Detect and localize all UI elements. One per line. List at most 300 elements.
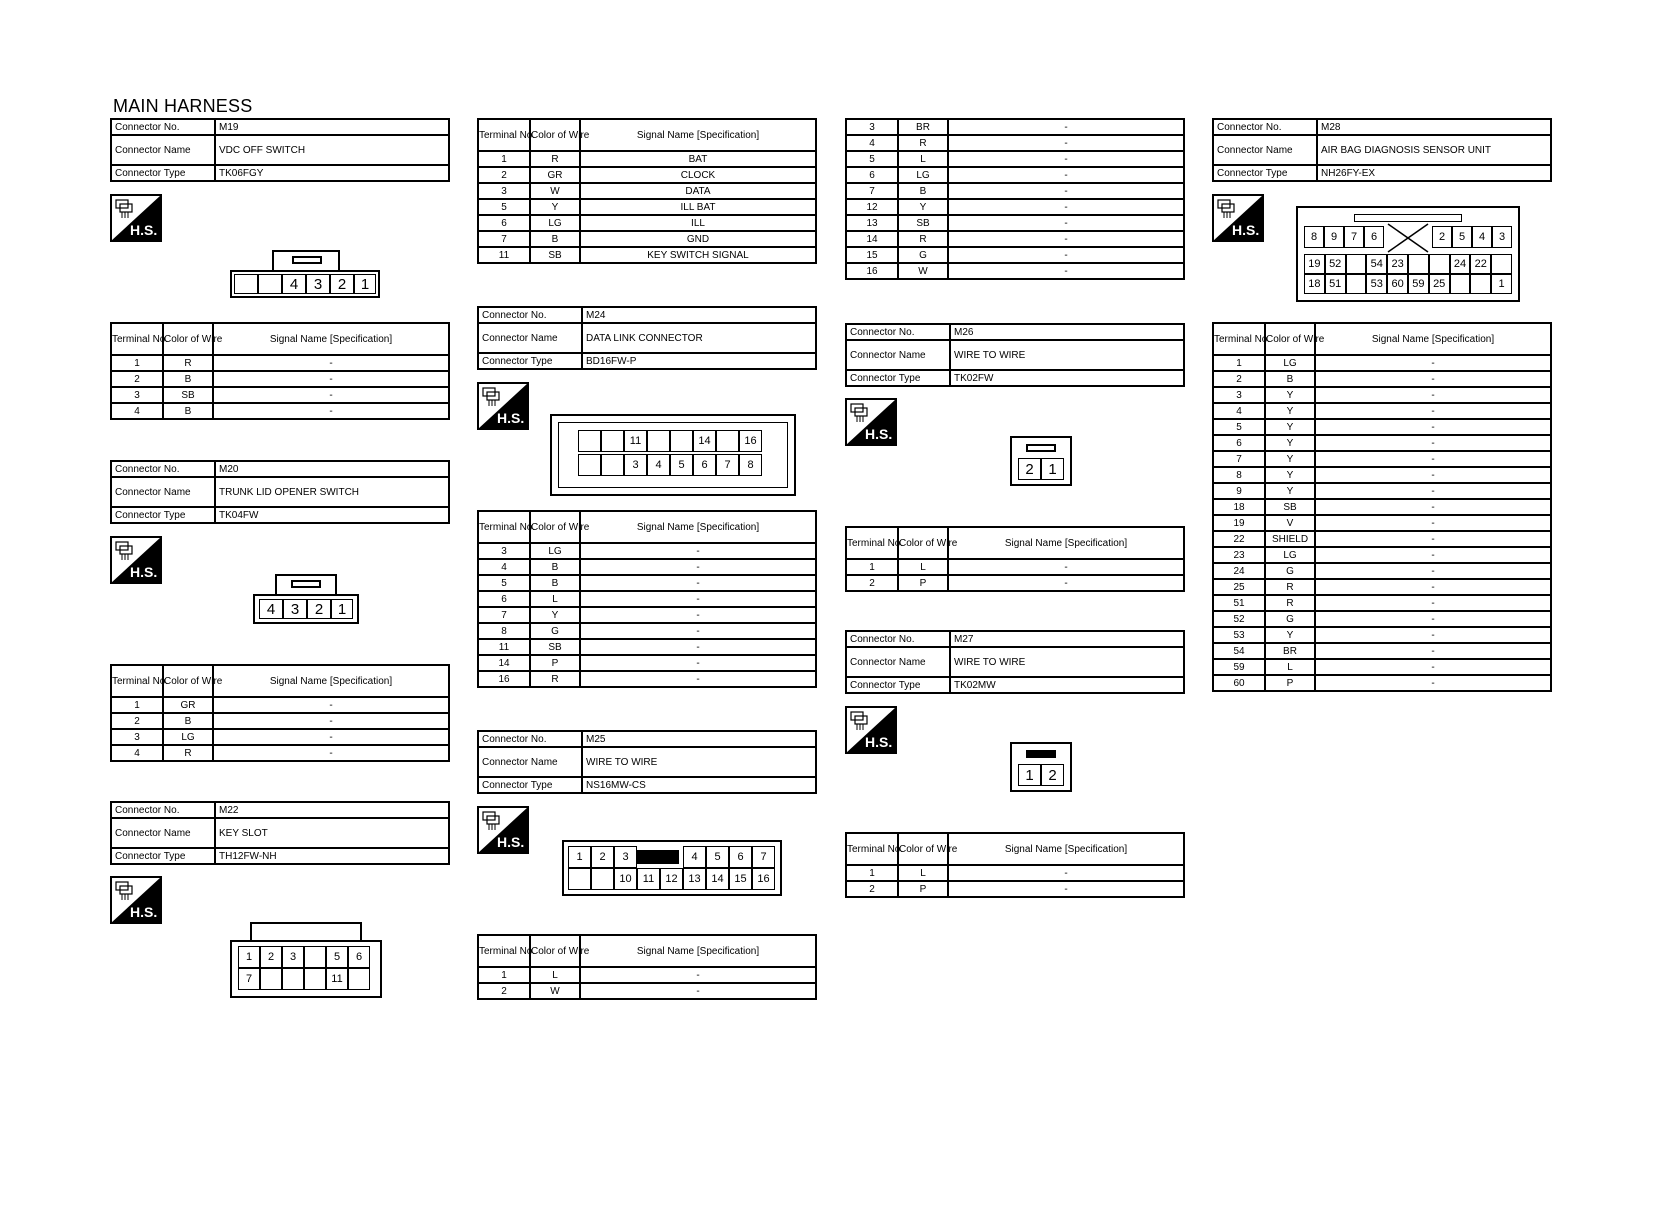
pin-label [1346,254,1367,274]
terminal-no-cell: 1 [478,151,530,167]
table-row [1213,371,1551,387]
terminal-no-cell: 1 [1213,355,1265,371]
signal-name-cell: BAT [580,151,816,167]
label-connector-no: Connector No. [111,461,215,477]
pin-label: 9 [1324,226,1344,248]
table-row [1213,563,1551,579]
signal-name-cell: - [213,403,449,419]
pin-label [647,430,670,452]
label-connector-name: Connector Name [846,340,950,370]
connector-no: M24 [582,307,816,323]
signal-name-cell: CLOCK [580,167,816,183]
pin-label: 11 [637,868,660,890]
header-color-of-wire: Color of Wire [530,119,580,151]
wire-color-cell: B [163,371,213,387]
table-row [478,655,816,671]
terminal-no-cell: 8 [1213,467,1265,483]
signal-name-cell: - [1315,435,1551,451]
wire-color-cell: LG [1265,547,1315,563]
connector-face-m28 [1296,206,1520,302]
terminal-no-cell: 13 [846,215,898,231]
terminal-no-cell: 3 [111,729,163,745]
hs-icon [110,876,162,924]
table-row [846,881,1184,897]
wire-color-cell: Y [530,199,580,215]
header-signal-name: Signal Name [Specification] [213,323,449,355]
connector-face-m22 [230,922,382,998]
header-terminal-no: Terminal No. [478,511,530,543]
pin-label: 16 [739,430,762,452]
table-row [1213,467,1551,483]
label-connector-type: Connector Type [846,677,950,693]
signal-name-cell: - [1315,627,1551,643]
terminal-no-cell: 19 [1213,515,1265,531]
wire-color-cell: LG [898,167,948,183]
signal-name-cell: - [1315,547,1551,563]
connector-info-m28 [1212,118,1552,182]
pin-label: 4 [647,454,670,476]
wire-color-cell: P [898,881,948,897]
wire-color-cell: P [530,655,580,671]
table-row [846,215,1184,231]
pin-label: 1 [238,946,260,968]
table-row [1213,547,1551,563]
signal-name-cell: DATA [580,183,816,199]
table-row [1213,627,1551,643]
wire-color-cell: L [898,559,948,575]
wire-color-cell: B [530,559,580,575]
pin-label: 2 [1018,458,1041,480]
terminal-no-cell: 7 [478,607,530,623]
label-connector-name: Connector Name [1213,135,1317,165]
signal-name-cell: ILL BAT [580,199,816,215]
pin-label [578,454,601,476]
label-connector-name: Connector Name [478,747,582,777]
signal-name-cell: - [948,215,1184,231]
connector-type: NH26FY-EX [1317,165,1551,181]
table-row [111,371,449,387]
table-row [846,183,1184,199]
wire-color-cell: BR [1265,643,1315,659]
terminal-no-cell: 3 [846,119,898,135]
table-row [478,183,816,199]
label-connector-name: Connector Name [111,135,215,165]
signal-table-m27 [845,832,1185,898]
table-row [1213,579,1551,595]
pin-label: 25 [1429,274,1450,294]
connector-no: M26 [950,324,1184,340]
signal-table-m26 [845,526,1185,592]
terminal-no-cell: 5 [478,575,530,591]
pin-label: 8 [1304,226,1324,248]
pin-label: 52 [1325,254,1346,274]
terminal-no-cell: 7 [1213,451,1265,467]
signal-name-cell: - [580,607,816,623]
signal-name-cell: - [1315,451,1551,467]
header-color-of-wire: Color of Wire [898,833,948,865]
table-row [1213,611,1551,627]
table-row [846,119,1184,135]
terminal-no-cell: 6 [846,167,898,183]
wire-color-cell: GR [530,167,580,183]
table-row [478,559,816,575]
pin-label: 22 [1470,254,1491,274]
connector-name: DATA LINK CONNECTOR [582,323,816,353]
connector-name: WIRE TO WIRE [950,647,1184,677]
signal-name-cell: - [213,371,449,387]
pin-label: 7 [716,454,739,476]
hs-label: H.S. [130,222,158,238]
terminal-no-cell: 53 [1213,627,1265,643]
pin-label: 24 [1450,254,1471,274]
label-connector-no: Connector No. [111,119,215,135]
wire-color-cell: B [898,183,948,199]
pin-label: 6 [693,454,716,476]
pin-label: 3 [282,946,304,968]
wire-color-cell: R [1265,579,1315,595]
table-row [478,671,816,687]
label-connector-type: Connector Type [111,507,215,523]
signal-name-cell: - [580,671,816,687]
terminal-no-cell: 2 [111,371,163,387]
signal-name-cell: - [213,713,449,729]
table-row [478,639,816,655]
pin-label: 1 [1018,764,1041,786]
table-row [478,167,816,183]
signal-table-m25-continued [845,118,1185,280]
table-row [478,543,816,559]
connector-no: M28 [1317,119,1551,135]
pin-label: 15 [729,868,752,890]
terminal-no-cell: 5 [1213,419,1265,435]
terminal-no-cell: 6 [478,215,530,231]
pin-label [716,430,739,452]
connector-face-m24 [550,414,796,496]
table-row [846,135,1184,151]
terminal-no-cell: 15 [846,247,898,263]
connector-type: TH12FW-NH [215,848,449,864]
connector-name: WIRE TO WIRE [950,340,1184,370]
pin-label: 59 [1408,274,1429,294]
pin-label: 7 [752,846,775,868]
signal-name-cell: GND [580,231,816,247]
pin-label [348,968,370,990]
signal-name-cell: - [580,983,816,999]
terminal-no-cell: 2 [478,983,530,999]
table-row [846,575,1184,591]
signal-name-cell: - [948,231,1184,247]
signal-name-cell: KEY SWITCH SIGNAL [580,247,816,263]
pin-label: 2 [260,946,282,968]
table-row [478,575,816,591]
terminal-no-cell: 11 [478,247,530,263]
connector-type: TK06FGY [215,165,449,181]
wire-color-cell: LG [1265,355,1315,371]
label-connector-name: Connector Name [478,323,582,353]
wire-color-cell: L [898,865,948,881]
header-terminal-no: Terminal No. [478,935,530,967]
wire-color-cell: Y [1265,387,1315,403]
signal-name-cell: - [1315,371,1551,387]
table-row [1213,387,1551,403]
pin-label: 18 [1304,274,1325,294]
wire-color-cell: Y [1265,467,1315,483]
terminal-no-cell: 7 [846,183,898,199]
terminal-no-cell: 52 [1213,611,1265,627]
table-row [846,151,1184,167]
signal-name-cell: - [1315,675,1551,691]
hs-icon [477,382,529,430]
table-row [1213,451,1551,467]
pin-label [637,850,679,864]
page-title: MAIN HARNESS [113,96,253,116]
wire-color-cell: LG [530,543,580,559]
label-connector-no: Connector No. [111,802,215,818]
connector-name: WIRE TO WIRE [582,747,816,777]
pin-label: 1 [568,846,591,868]
terminal-no-cell: 1 [111,355,163,371]
terminal-no-cell: 60 [1213,675,1265,691]
signal-name-cell: - [213,355,449,371]
pin-label: 23 [1387,254,1408,274]
wire-color-cell: L [898,151,948,167]
table-row [111,387,449,403]
pin-label [601,454,624,476]
table-row [1213,419,1551,435]
terminal-no-cell: 6 [1213,435,1265,451]
header-signal-name: Signal Name [Specification] [213,665,449,697]
table-row [111,713,449,729]
signal-name-cell: - [1315,531,1551,547]
signal-name-cell: - [948,575,1184,591]
hs-icon [845,706,897,754]
signal-name-cell: - [1315,403,1551,419]
table-row [846,263,1184,279]
pin-label: 4 [259,599,283,619]
signal-name-cell: - [1315,419,1551,435]
signal-name-cell: - [1315,483,1551,499]
table-row [1213,643,1551,659]
terminal-no-cell: 18 [1213,499,1265,515]
pin-label: 3 [306,274,330,294]
wire-color-cell: B [530,575,580,591]
wire-color-cell: R [1265,595,1315,611]
wire-color-cell: SB [1265,499,1315,515]
connector-no: M20 [215,461,449,477]
wire-color-cell: Y [898,199,948,215]
signal-name-cell: - [580,639,816,655]
label-connector-type: Connector Type [846,370,950,386]
header-color-of-wire: Color of Wire [163,665,213,697]
signal-name-cell: - [948,199,1184,215]
signal-name-cell: - [580,575,816,591]
wire-color-cell: Y [530,607,580,623]
terminal-no-cell: 4 [478,559,530,575]
connector-name: KEY SLOT [215,818,449,848]
table-row [111,745,449,761]
pin-label: 5 [326,946,348,968]
hs-icon [110,194,162,242]
pin-label: 3 [283,599,307,619]
signal-table-m19 [110,322,450,420]
hs-icon [477,806,529,854]
table-row [846,865,1184,881]
table-row [1213,659,1551,675]
wire-color-cell: SB [530,639,580,655]
pin-label: 5 [1452,226,1472,248]
wire-color-cell: LG [530,215,580,231]
pin-label: 2 [1432,226,1452,248]
terminal-no-cell: 1 [846,865,898,881]
label-connector-no: Connector No. [846,631,950,647]
terminal-no-cell: 2 [1213,371,1265,387]
table-row [846,559,1184,575]
wire-color-cell: B [1265,371,1315,387]
terminal-no-cell: 7 [478,231,530,247]
label-connector-type: Connector Type [111,848,215,864]
signal-name-cell: - [948,167,1184,183]
pin-label: 19 [1304,254,1325,274]
signal-table-m20 [110,664,450,762]
table-row [478,623,816,639]
table-row [1213,403,1551,419]
terminal-no-cell: 8 [478,623,530,639]
header-color-of-wire: Color of Wire [530,511,580,543]
pin-label: 7 [1344,226,1364,248]
pin-label: 5 [670,454,693,476]
label-connector-type: Connector Type [111,165,215,181]
signal-name-cell: - [1315,579,1551,595]
terminal-no-cell: 9 [1213,483,1265,499]
terminal-no-cell: 54 [1213,643,1265,659]
pin-label: 4 [282,274,306,294]
wire-color-cell: R [530,671,580,687]
pin-label: 7 [238,968,260,990]
pin-label: 4 [683,846,706,868]
terminal-no-cell: 4 [111,403,163,419]
pin-label: 4 [1472,226,1492,248]
terminal-no-cell: 3 [1213,387,1265,403]
connector-name: AIR BAG DIAGNOSIS SENSOR UNIT [1317,135,1551,165]
signal-name-cell: - [213,387,449,403]
signal-name-cell: - [1315,611,1551,627]
label-connector-name: Connector Name [111,818,215,848]
signal-name-cell: - [1315,515,1551,531]
signal-name-cell: - [580,543,816,559]
wire-color-cell: G [530,623,580,639]
connector-info-m20 [110,460,450,524]
wire-color-cell: R [530,151,580,167]
connector-face-m27 [1010,742,1072,792]
wire-color-cell: Y [1265,419,1315,435]
signal-name-cell: - [1315,467,1551,483]
connector-info-m24 [477,306,817,370]
pin-label [1429,254,1450,274]
connector-no: M27 [950,631,1184,647]
pin-label [1491,254,1512,274]
pin-label: 1 [1491,274,1512,294]
wire-color-cell: B [163,403,213,419]
wire-color-cell: SHIELD [1265,531,1315,547]
wire-color-cell: SB [163,387,213,403]
hs-label: H.S. [497,410,525,426]
pin-label [670,430,693,452]
connector-no: M25 [582,731,816,747]
connector-no: M22 [215,802,449,818]
terminal-no-cell: 14 [478,655,530,671]
wire-color-cell: G [1265,563,1315,579]
signal-name-cell: - [948,881,1184,897]
wire-color-cell: B [163,713,213,729]
pin-label: 6 [729,846,752,868]
wire-color-cell: V [1265,515,1315,531]
pin-label: 54 [1366,254,1387,274]
hs-label: H.S. [865,426,893,442]
pin-label: 2 [591,846,614,868]
wire-color-cell: R [898,231,948,247]
label-connector-no: Connector No. [478,731,582,747]
pin-label: 3 [1492,226,1512,248]
signal-name-cell: - [213,729,449,745]
signal-table-m24 [477,510,817,688]
signal-name-cell: - [580,623,816,639]
pin-label: 13 [683,868,706,890]
signal-name-cell: - [1315,355,1551,371]
pin-label [304,946,326,968]
connector-face-m19 [230,250,380,298]
wire-color-cell: GR [163,697,213,713]
hs-icon [110,536,162,584]
signal-name-cell: - [948,151,1184,167]
pin-label: 6 [1364,226,1384,248]
wire-color-cell: P [898,575,948,591]
table-row [111,403,449,419]
header-terminal-no: Terminal No. [846,833,898,865]
label-connector-name: Connector Name [111,477,215,507]
terminal-no-cell: 22 [1213,531,1265,547]
signal-name-cell: - [948,865,1184,881]
hs-label: H.S. [1232,222,1260,238]
label-connector-type: Connector Type [1213,165,1317,181]
table-row [478,151,816,167]
wire-color-cell: Y [1265,403,1315,419]
table-row [846,247,1184,263]
pin-label: 1 [1041,458,1064,480]
terminal-no-cell: 2 [846,881,898,897]
pin-label: 51 [1325,274,1346,294]
table-row [1213,499,1551,515]
wire-color-cell: W [530,183,580,199]
pin-label: 1 [331,599,353,619]
table-row [1213,675,1551,691]
pin-label: 11 [326,968,348,990]
signal-name-cell: - [213,697,449,713]
connector-name: VDC OFF SWITCH [215,135,449,165]
wire-color-cell: L [530,967,580,983]
table-row [1213,355,1551,371]
connector-face-m20 [253,574,359,624]
connector-face-m26 [1010,436,1072,486]
label-connector-no: Connector No. [846,324,950,340]
pin-label: 60 [1387,274,1408,294]
terminal-no-cell: 6 [478,591,530,607]
terminal-no-cell: 3 [111,387,163,403]
label-connector-type: Connector Type [478,353,582,369]
wire-color-cell: R [163,355,213,371]
label-connector-no: Connector No. [1213,119,1317,135]
header-terminal-no: Terminal No. [1213,323,1265,355]
header-signal-name: Signal Name [Specification] [580,935,816,967]
